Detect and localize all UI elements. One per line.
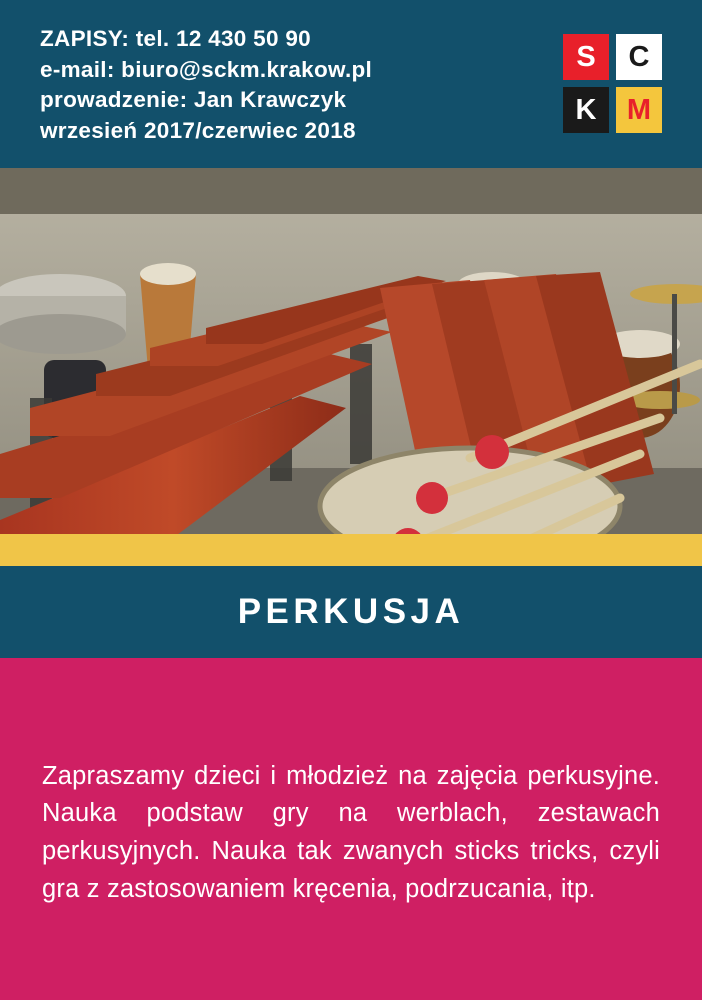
page-title: PERKUSJA [237,592,465,631]
description-text: Zapraszamy dzieci i młodzież na zajęcia perkusyjne. Nauka podstaw gry na werblach, zestawach perkusyjnych. Nauka tak zwanych sticks tricks, czyli gra z zastosowaniem kręcenia, podrzucania, itp. [42,761,660,903]
contact-line-season: wrzesień 2017/czerwiec 2018 [40,117,356,143]
logo-letter-m: M [616,87,662,133]
marimba-illustration [0,168,702,534]
description-section [0,658,702,1000]
title-band [0,566,702,658]
sckm-logo [563,34,662,133]
contact-info [40,22,372,143]
marimba-photo [0,168,702,534]
logo-letter-s: S [563,34,609,80]
contact-line-phone: ZAPISY: tel. 12 430 50 90 [40,26,311,51]
logo-letter-c: C [616,34,662,80]
contact-line-instructor: prowadzenie: Jan Krawczyk [40,87,347,113]
contact-line-email: e-mail: biuro@sckm.krakow.pl [40,56,373,82]
header [0,0,702,168]
yellow-divider [0,534,702,566]
logo-letter-k: K [563,87,609,133]
